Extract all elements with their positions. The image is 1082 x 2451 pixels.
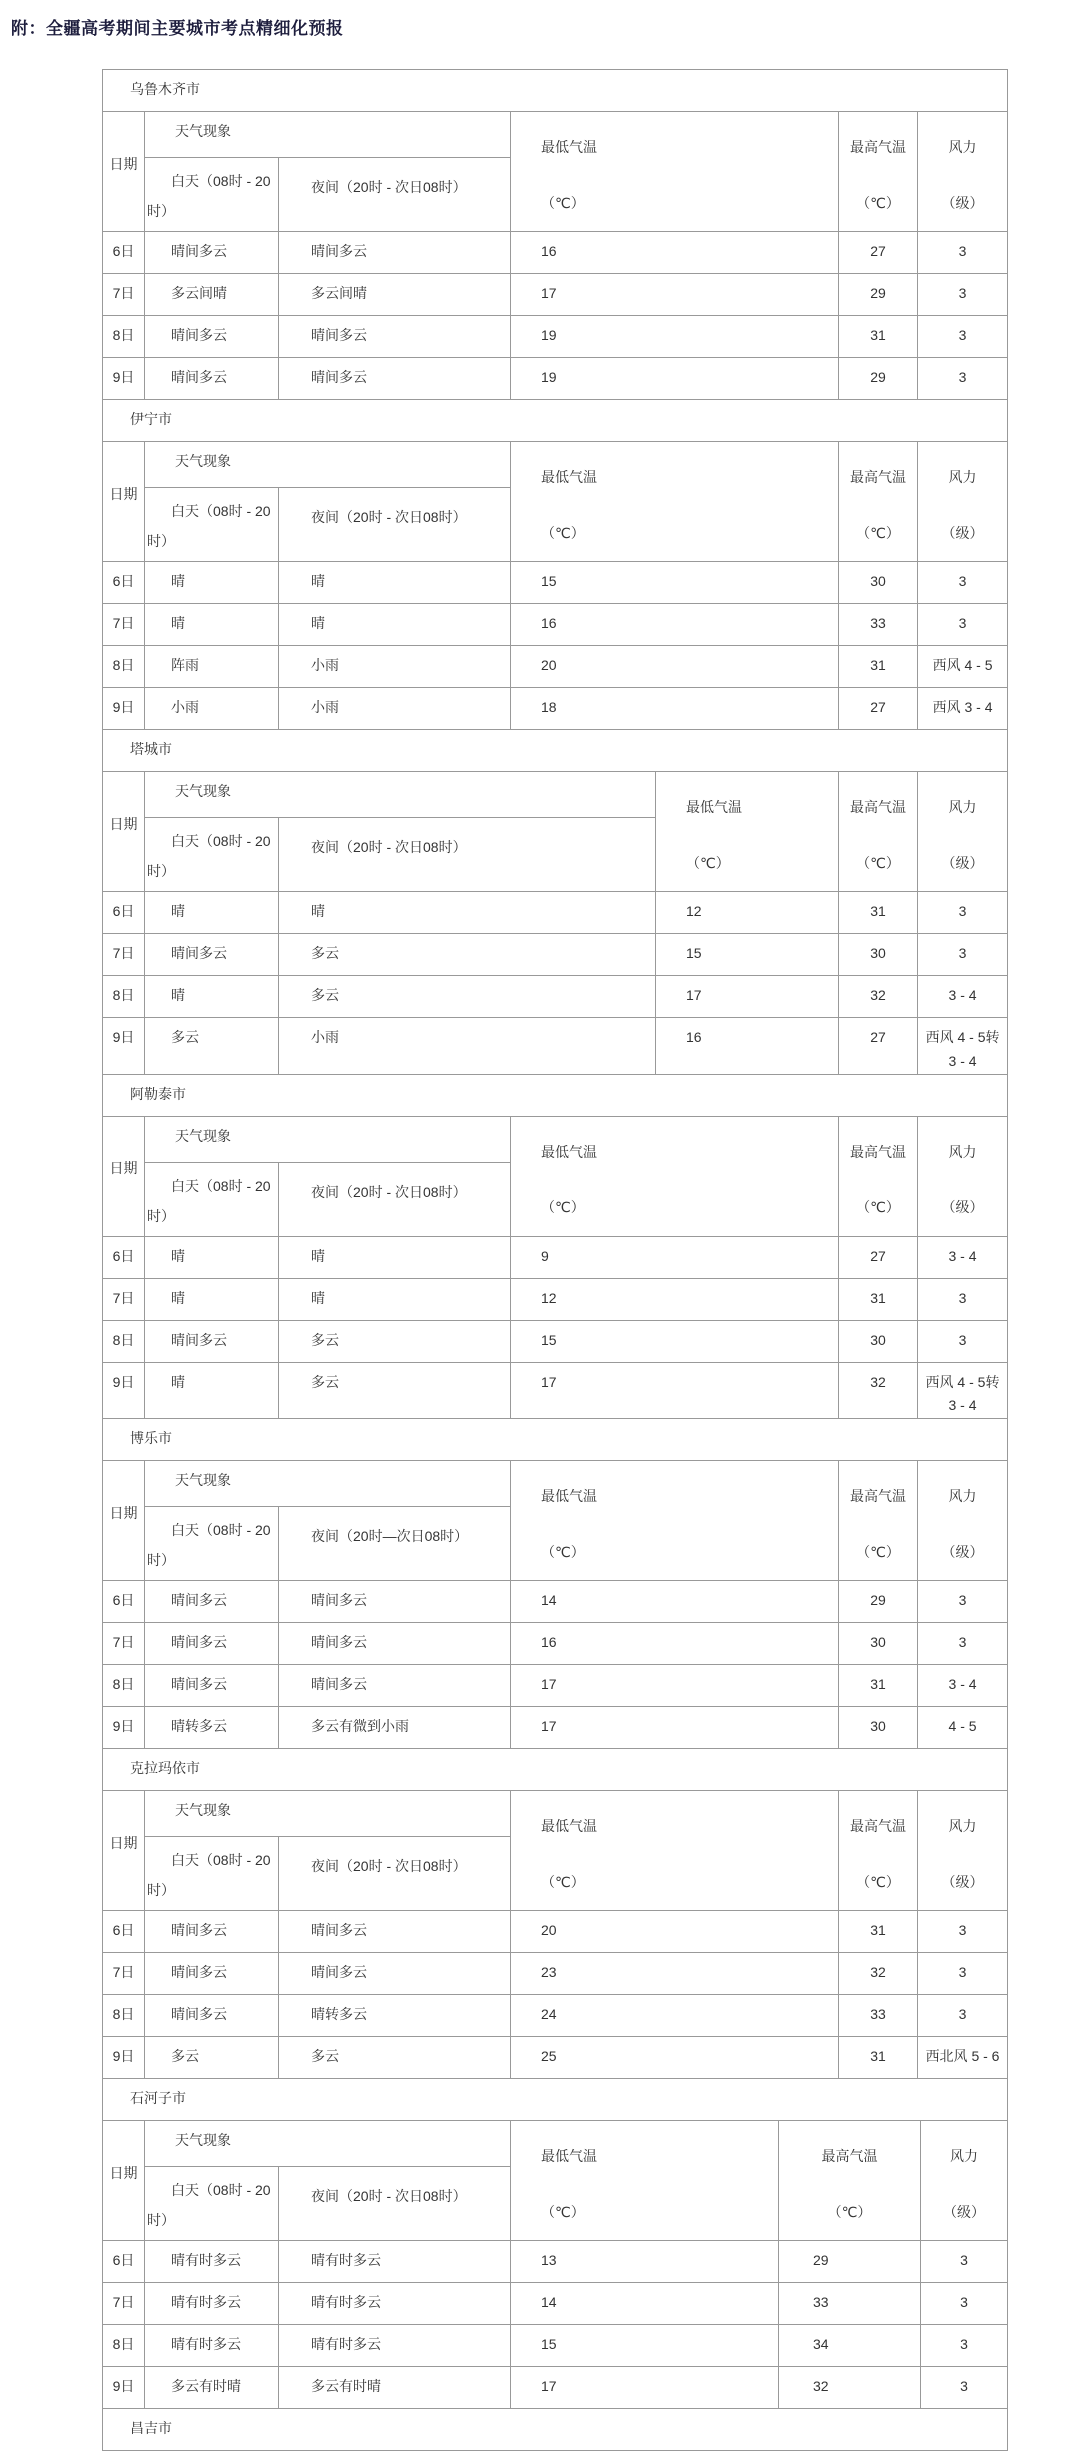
date-cell: 8日 — [103, 1320, 145, 1362]
tmax-col-header: 最高气温 （℃） — [839, 1116, 918, 1236]
header-row-1 — [103, 1461, 1008, 1507]
day-cell: 晴间多云 — [145, 1665, 279, 1707]
night-cell: 多云有时晴 — [279, 2367, 511, 2409]
night-cell: 晴间多云 — [279, 1911, 511, 1953]
tmin-col-header: 最低气温 （℃） — [511, 442, 839, 562]
tmax-cell: 33 — [839, 1995, 918, 2037]
date-cell: 7日 — [103, 934, 145, 976]
tmin-cell: 17 — [511, 1707, 839, 1749]
day-subheader: 白天（08时 - 20时） — [145, 1507, 279, 1581]
tmax-cell: 34 — [779, 2325, 921, 2367]
night-cell: 晴间多云 — [279, 232, 511, 274]
header-row-1 — [103, 112, 1008, 158]
date-col-header: 日期 — [103, 1461, 145, 1581]
tmin-cell: 25 — [511, 2037, 839, 2079]
wind-cell: 3 — [918, 274, 1008, 316]
tmax-cell: 31 — [839, 646, 918, 688]
date-col-header: 日期 — [103, 442, 145, 562]
date-col-header: 日期 — [103, 2121, 145, 2241]
night-cell: 多云间晴 — [279, 274, 511, 316]
date-cell: 7日 — [103, 604, 145, 646]
night-cell: 晴有时多云 — [279, 2283, 511, 2325]
date-cell: 6日 — [103, 1236, 145, 1278]
city-row — [103, 70, 1008, 112]
wind-cell: 3 — [918, 1581, 1008, 1623]
forecast-row — [103, 316, 1008, 358]
date-col-header: 日期 — [103, 1116, 145, 1236]
night-subheader: 夜间（20时 - 次日08时） — [279, 2167, 511, 2241]
tmax-col-header: 最高气温 （℃） — [839, 772, 918, 892]
city-forecast-table — [102, 1074, 1008, 1420]
tmax-cell: 30 — [839, 562, 918, 604]
date-cell: 9日 — [103, 358, 145, 400]
date-cell: 7日 — [103, 2283, 145, 2325]
date-cell: 9日 — [103, 2367, 145, 2409]
day-cell: 晴间多云 — [145, 1953, 279, 1995]
tmin-cell: 9 — [511, 1236, 839, 1278]
weather-col-header: 天气现象 — [145, 772, 656, 818]
weather-col-header: 天气现象 — [145, 1116, 511, 1162]
page-title: 附：全疆高考期间主要城市考点精细化预报 — [11, 19, 344, 38]
city-name: 昌吉市 — [103, 2409, 1008, 2451]
day-cell: 晴间多云 — [145, 1995, 279, 2037]
night-cell: 晴 — [279, 562, 511, 604]
wind-cell: 西风 4 - 5转 3 - 4 — [918, 1362, 1008, 1419]
date-cell: 9日 — [103, 1362, 145, 1419]
night-cell: 多云有微到小雨 — [279, 1707, 511, 1749]
wind-col-header: 风力 （级） — [918, 442, 1008, 562]
wind-cell: 3 — [918, 892, 1008, 934]
wind-col-header: 风力 （级） — [918, 1461, 1008, 1581]
day-cell: 多云间晴 — [145, 274, 279, 316]
tmin-cell: 18 — [511, 688, 839, 730]
date-cell: 9日 — [103, 2037, 145, 2079]
day-cell: 晴 — [145, 1278, 279, 1320]
wind-cell: 3 — [918, 1953, 1008, 1995]
date-cell: 9日 — [103, 1018, 145, 1075]
wind-cell: 3 — [918, 562, 1008, 604]
night-subheader: 夜间（20时 - 次日08时） — [279, 818, 656, 892]
forecast-row — [103, 976, 1008, 1018]
date-cell: 6日 — [103, 1911, 145, 1953]
city-forecast-table — [102, 729, 1008, 1075]
wind-cell: 3 — [918, 1623, 1008, 1665]
forecast-row — [103, 1278, 1008, 1320]
forecast-row — [103, 1581, 1008, 1623]
header-row-1 — [103, 1791, 1008, 1837]
wind-cell: 3 - 4 — [918, 1665, 1008, 1707]
night-cell: 晴 — [279, 1236, 511, 1278]
day-subheader: 白天（08时 - 20时） — [145, 158, 279, 232]
day-cell: 小雨 — [145, 688, 279, 730]
forecast-row — [103, 1707, 1008, 1749]
wind-cell: 3 - 4 — [918, 976, 1008, 1018]
tmin-cell: 16 — [511, 232, 839, 274]
tmin-cell: 17 — [656, 976, 839, 1018]
forecast-row — [103, 604, 1008, 646]
forecast-row — [103, 934, 1008, 976]
tmin-cell: 15 — [656, 934, 839, 976]
night-cell: 晴间多云 — [279, 1665, 511, 1707]
night-subheader: 夜间（20时 - 次日08时） — [279, 1837, 511, 1911]
night-cell: 晴 — [279, 604, 511, 646]
day-cell: 晴 — [145, 604, 279, 646]
date-cell: 6日 — [103, 892, 145, 934]
forecast-tables — [102, 69, 1082, 2451]
city-name: 塔城市 — [103, 730, 1008, 772]
night-cell: 晴 — [279, 892, 656, 934]
date-cell: 9日 — [103, 1707, 145, 1749]
wind-cell: 3 — [918, 358, 1008, 400]
date-cell: 9日 — [103, 688, 145, 730]
city-forecast-table — [102, 1418, 1008, 1749]
wind-cell: 3 — [918, 604, 1008, 646]
forecast-row — [103, 646, 1008, 688]
day-cell: 阵雨 — [145, 646, 279, 688]
tmin-cell: 16 — [511, 1623, 839, 1665]
forecast-row — [103, 2367, 1008, 2409]
tmax-cell: 30 — [839, 1320, 918, 1362]
date-cell: 8日 — [103, 316, 145, 358]
tmin-cell: 15 — [511, 2325, 779, 2367]
date-col-header: 日期 — [103, 1791, 145, 1911]
tmax-cell: 31 — [839, 1278, 918, 1320]
tmin-cell: 16 — [511, 604, 839, 646]
day-subheader: 白天（08时 - 20时） — [145, 1162, 279, 1236]
day-cell: 多云 — [145, 1018, 279, 1075]
tmin-cell: 19 — [511, 316, 839, 358]
header-row-1 — [103, 442, 1008, 488]
day-cell: 晴间多云 — [145, 934, 279, 976]
tmin-cell: 14 — [511, 2283, 779, 2325]
tmin-cell: 14 — [511, 1581, 839, 1623]
date-cell: 6日 — [103, 232, 145, 274]
day-cell: 晴转多云 — [145, 1707, 279, 1749]
forecast-row — [103, 2241, 1008, 2283]
wind-cell: 西风 4 - 5转 3 - 4 — [918, 1018, 1008, 1075]
forecast-row — [103, 1623, 1008, 1665]
city-row — [103, 2079, 1008, 2121]
wind-cell: 西风 3 - 4 — [918, 688, 1008, 730]
wind-cell: 3 — [918, 1278, 1008, 1320]
date-cell: 8日 — [103, 646, 145, 688]
wind-cell: 西北风 5 - 6 — [918, 2037, 1008, 2079]
tmin-cell: 12 — [656, 892, 839, 934]
forecast-row — [103, 2037, 1008, 2079]
tmax-cell: 29 — [839, 274, 918, 316]
tmin-cell: 13 — [511, 2241, 779, 2283]
tmax-cell: 30 — [839, 934, 918, 976]
tmax-cell: 31 — [839, 892, 918, 934]
night-cell: 多云 — [279, 1320, 511, 1362]
forecast-row — [103, 274, 1008, 316]
wind-cell: 3 - 4 — [918, 1236, 1008, 1278]
tmax-col-header: 最高气温 （℃） — [839, 442, 918, 562]
day-cell: 多云有时晴 — [145, 2367, 279, 2409]
wind-cell: 3 — [918, 316, 1008, 358]
day-subheader: 白天（08时 - 20时） — [145, 488, 279, 562]
day-subheader: 白天（08时 - 20时） — [145, 2167, 279, 2241]
tmin-col-header: 最低气温 （℃） — [511, 112, 839, 232]
forecast-row — [103, 1911, 1008, 1953]
forecast-row — [103, 562, 1008, 604]
forecast-row — [103, 2325, 1008, 2367]
tmin-cell: 15 — [511, 562, 839, 604]
tmax-col-header: 最高气温 （℃） — [839, 1461, 918, 1581]
night-cell: 晴有时多云 — [279, 2241, 511, 2283]
forecast-row — [103, 1362, 1008, 1419]
tmax-cell: 31 — [839, 1665, 918, 1707]
day-cell: 晴间多云 — [145, 232, 279, 274]
date-cell: 7日 — [103, 1623, 145, 1665]
date-cell: 6日 — [103, 2241, 145, 2283]
tmax-cell: 32 — [839, 1362, 918, 1419]
tmin-cell: 17 — [511, 1362, 839, 1419]
city-forecast-table — [102, 399, 1008, 730]
wind-col-header: 风力 （级） — [918, 1116, 1008, 1236]
city-forecast-table — [102, 2408, 1008, 2451]
forecast-row — [103, 358, 1008, 400]
tmax-cell: 33 — [839, 604, 918, 646]
header-row-1 — [103, 772, 1008, 818]
city-name: 石河子市 — [103, 2079, 1008, 2121]
night-cell: 晴间多云 — [279, 316, 511, 358]
day-cell: 晴 — [145, 892, 279, 934]
wind-cell: 3 — [918, 1911, 1008, 1953]
day-cell: 多云 — [145, 2037, 279, 2079]
day-subheader: 白天（08时 - 20时） — [145, 818, 279, 892]
date-cell: 8日 — [103, 976, 145, 1018]
tmax-cell: 27 — [839, 688, 918, 730]
night-cell: 晴 — [279, 1278, 511, 1320]
day-cell: 晴 — [145, 1236, 279, 1278]
night-cell: 小雨 — [279, 646, 511, 688]
day-cell: 晴间多云 — [145, 1320, 279, 1362]
day-cell: 晴间多云 — [145, 316, 279, 358]
tmax-cell: 31 — [839, 316, 918, 358]
date-cell: 7日 — [103, 274, 145, 316]
wind-cell: 3 — [921, 2367, 1008, 2409]
wind-cell: 3 — [918, 232, 1008, 274]
night-subheader: 夜间（20时 - 次日08时） — [279, 1162, 511, 1236]
city-row — [103, 1419, 1008, 1461]
tmax-col-header: 最高气温 （℃） — [839, 1791, 918, 1911]
night-cell: 晴间多云 — [279, 1623, 511, 1665]
tmax-cell: 29 — [839, 1581, 918, 1623]
weather-col-header: 天气现象 — [145, 1791, 511, 1837]
night-subheader: 夜间（20时—次日08时） — [279, 1507, 511, 1581]
wind-cell: 西风 4 - 5 — [918, 646, 1008, 688]
city-name: 伊宁市 — [103, 400, 1008, 442]
tmax-col-header: 最高气温 （℃） — [839, 112, 918, 232]
day-cell: 晴间多云 — [145, 1623, 279, 1665]
date-cell: 6日 — [103, 1581, 145, 1623]
tmin-cell: 15 — [511, 1320, 839, 1362]
city-forecast-table — [102, 2078, 1008, 2409]
tmin-cell: 19 — [511, 358, 839, 400]
city-name: 博乐市 — [103, 1419, 1008, 1461]
tmin-cell: 20 — [511, 646, 839, 688]
forecast-row — [103, 892, 1008, 934]
day-cell: 晴有时多云 — [145, 2283, 279, 2325]
wind-cell: 3 — [918, 1995, 1008, 2037]
header-row-1 — [103, 2121, 1008, 2167]
city-row — [103, 400, 1008, 442]
day-cell: 晴间多云 — [145, 1911, 279, 1953]
tmin-cell: 17 — [511, 2367, 779, 2409]
night-cell: 晴转多云 — [279, 1995, 511, 2037]
forecast-row — [103, 688, 1008, 730]
tmax-cell: 33 — [779, 2283, 921, 2325]
tmin-col-header: 最低气温 （℃） — [656, 772, 839, 892]
tmin-cell: 23 — [511, 1953, 839, 1995]
tmin-col-header: 最低气温 （℃） — [511, 2121, 779, 2241]
tmin-cell: 17 — [511, 274, 839, 316]
weather-col-header: 天气现象 — [145, 112, 511, 158]
tmax-cell: 27 — [839, 1018, 918, 1075]
wind-cell: 3 — [918, 934, 1008, 976]
forecast-row — [103, 1236, 1008, 1278]
tmin-cell: 20 — [511, 1911, 839, 1953]
day-cell: 晴有时多云 — [145, 2325, 279, 2367]
date-cell: 8日 — [103, 2325, 145, 2367]
city-name: 克拉玛依市 — [103, 1749, 1008, 1791]
date-cell: 8日 — [103, 1995, 145, 2037]
city-name: 乌鲁木齐市 — [103, 70, 1008, 112]
night-cell: 多云 — [279, 2037, 511, 2079]
tmax-cell: 32 — [839, 1953, 918, 1995]
tmax-cell: 27 — [839, 1236, 918, 1278]
city-forecast-table — [102, 69, 1008, 400]
weather-col-header: 天气现象 — [145, 1461, 511, 1507]
weather-col-header: 天气现象 — [145, 2121, 511, 2167]
night-cell: 小雨 — [279, 688, 511, 730]
tmin-col-header: 最低气温 （℃） — [511, 1791, 839, 1911]
day-cell: 晴有时多云 — [145, 2241, 279, 2283]
night-cell: 晴间多云 — [279, 1581, 511, 1623]
night-cell: 小雨 — [279, 1018, 656, 1075]
tmin-cell: 16 — [656, 1018, 839, 1075]
city-row — [103, 2409, 1008, 2451]
tmin-col-header: 最低气温 （℃） — [511, 1461, 839, 1581]
tmax-cell: 29 — [839, 358, 918, 400]
forecast-row — [103, 1953, 1008, 1995]
date-col-header: 日期 — [103, 772, 145, 892]
tmax-cell: 30 — [839, 1623, 918, 1665]
date-cell: 7日 — [103, 1278, 145, 1320]
tmax-cell: 31 — [839, 1911, 918, 1953]
day-cell: 晴 — [145, 976, 279, 1018]
day-cell: 晴间多云 — [145, 1581, 279, 1623]
forecast-row — [103, 1018, 1008, 1075]
night-cell: 晴间多云 — [279, 358, 511, 400]
wind-cell: 3 — [918, 1320, 1008, 1362]
date-col-header: 日期 — [103, 112, 145, 232]
city-row — [103, 1749, 1008, 1791]
forecast-row — [103, 1320, 1008, 1362]
header-row-1 — [103, 1116, 1008, 1162]
wind-cell: 3 — [921, 2283, 1008, 2325]
day-cell: 晴 — [145, 562, 279, 604]
tmin-col-header: 最低气温 （℃） — [511, 1116, 839, 1236]
day-cell: 晴 — [145, 1362, 279, 1419]
date-cell: 7日 — [103, 1953, 145, 1995]
night-subheader: 夜间（20时 - 次日08时） — [279, 488, 511, 562]
city-forecast-table — [102, 1748, 1008, 2079]
wind-col-header: 风力 （级） — [918, 772, 1008, 892]
tmax-cell: 30 — [839, 1707, 918, 1749]
forecast-row — [103, 1665, 1008, 1707]
night-cell: 晴有时多云 — [279, 2325, 511, 2367]
city-row — [103, 730, 1008, 772]
city-name: 阿勒泰市 — [103, 1074, 1008, 1116]
night-subheader: 夜间（20时 - 次日08时） — [279, 158, 511, 232]
tmin-cell: 12 — [511, 1278, 839, 1320]
night-cell: 晴间多云 — [279, 1953, 511, 1995]
wind-col-header: 风力 （级） — [918, 112, 1008, 232]
tmax-cell: 32 — [779, 2367, 921, 2409]
day-cell: 晴间多云 — [145, 358, 279, 400]
city-row — [103, 1074, 1008, 1116]
tmax-col-header: 最高气温 （℃） — [779, 2121, 921, 2241]
forecast-row — [103, 232, 1008, 274]
date-cell: 8日 — [103, 1665, 145, 1707]
wind-cell: 3 — [921, 2325, 1008, 2367]
tmin-cell: 24 — [511, 1995, 839, 2037]
day-subheader: 白天（08时 - 20时） — [145, 1837, 279, 1911]
wind-col-header: 风力 （级） — [918, 1791, 1008, 1911]
weather-col-header: 天气现象 — [145, 442, 511, 488]
tmin-cell: 17 — [511, 1665, 839, 1707]
night-cell: 多云 — [279, 1362, 511, 1419]
tmax-cell: 27 — [839, 232, 918, 274]
wind-cell: 3 — [921, 2241, 1008, 2283]
tmax-cell: 29 — [779, 2241, 921, 2283]
night-cell: 多云 — [279, 934, 656, 976]
wind-col-header: 风力 （级） — [921, 2121, 1008, 2241]
tmax-cell: 32 — [839, 976, 918, 1018]
night-cell: 多云 — [279, 976, 656, 1018]
tmax-cell: 31 — [839, 2037, 918, 2079]
forecast-row — [103, 1995, 1008, 2037]
date-cell: 6日 — [103, 562, 145, 604]
wind-cell: 4 - 5 — [918, 1707, 1008, 1749]
forecast-row — [103, 2283, 1008, 2325]
